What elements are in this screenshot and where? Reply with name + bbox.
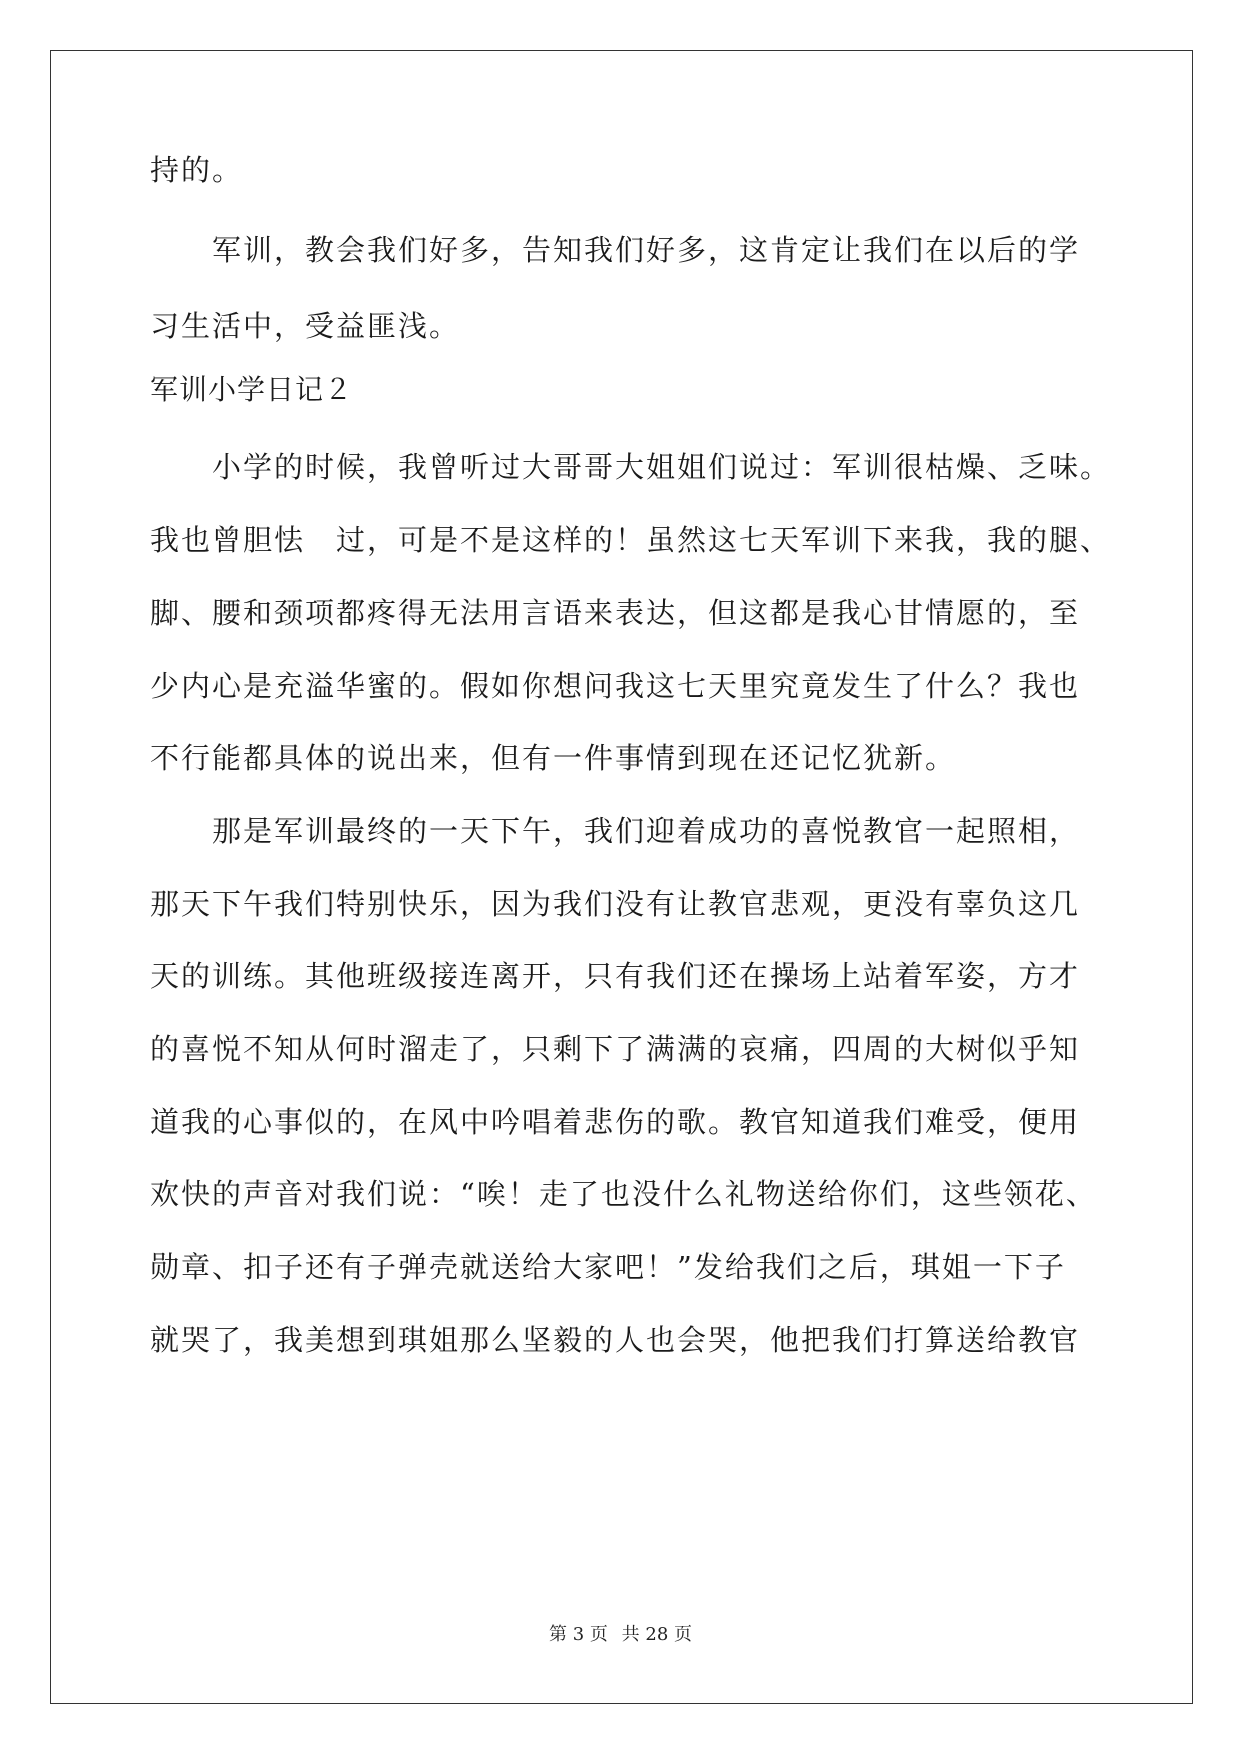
text-line: 我也曾胆怯 过，可是不是这样的！虽然这七天军训下来我，我的腿、: [150, 523, 1112, 557]
text-line: 欢快的声音对我们说：“唉！走了也没什么礼物送给你们，这些领花、: [150, 1177, 1097, 1211]
text-line: 就哭了，我美想到琪姐那么坚毅的人也会哭，他把我们打算送给教官: [150, 1323, 1081, 1357]
page-number: 第 3 页: [549, 1624, 608, 1645]
text-line: 持的。: [150, 153, 244, 187]
text-line: 的喜悦不知从何时溜走了，只剩下了满满的哀痛，四周的大树似乎知: [150, 1032, 1081, 1066]
text-line: 勋章、扣子还有子弹壳就送给大家吧！”发给我们之后，琪姐一下子: [150, 1250, 1066, 1284]
text-line: 少内心是充溢华蜜的。假如你想问我这七天里究竟发生了什么？我也: [150, 669, 1081, 703]
page-footer: [0, 1620, 1241, 1646]
text-line: 小学的时候，我曾听过大哥哥大姐姐们说过：军训很枯燥、乏味。: [150, 450, 1112, 484]
text-line: 不行能都具体的说出来，但有一件事情到现在还记忆犹新。: [150, 741, 957, 775]
text-line: 军训，教会我们好多，告知我们好多，这肯定让我们在以后的学: [150, 233, 1081, 267]
text-line: 习生活中，受益匪浅。: [150, 309, 461, 343]
text-line: 那天下午我们特别快乐，因为我们没有让教官悲观，更没有辜负这几: [150, 887, 1081, 921]
text-line: 脚、腰和颈项都疼得无法用言语来表达，但这都是我心甘情愿的，至: [150, 596, 1081, 630]
section-heading: 军训小学日记２: [150, 373, 354, 406]
text-line: 道我的心事似的，在风中吟唱着悲伤的歌。教官知道我们难受，便用: [150, 1105, 1081, 1139]
text-line: 天的训练。其他班级接连离开，只有我们还在操场上站着军姿，方才: [150, 959, 1081, 993]
page-total: 共 28 页: [621, 1624, 692, 1645]
page-border: [50, 50, 1193, 1704]
text-line: 那是军训最终的一天下午，我们迎着成功的喜悦教官一起照相，: [150, 814, 1081, 848]
